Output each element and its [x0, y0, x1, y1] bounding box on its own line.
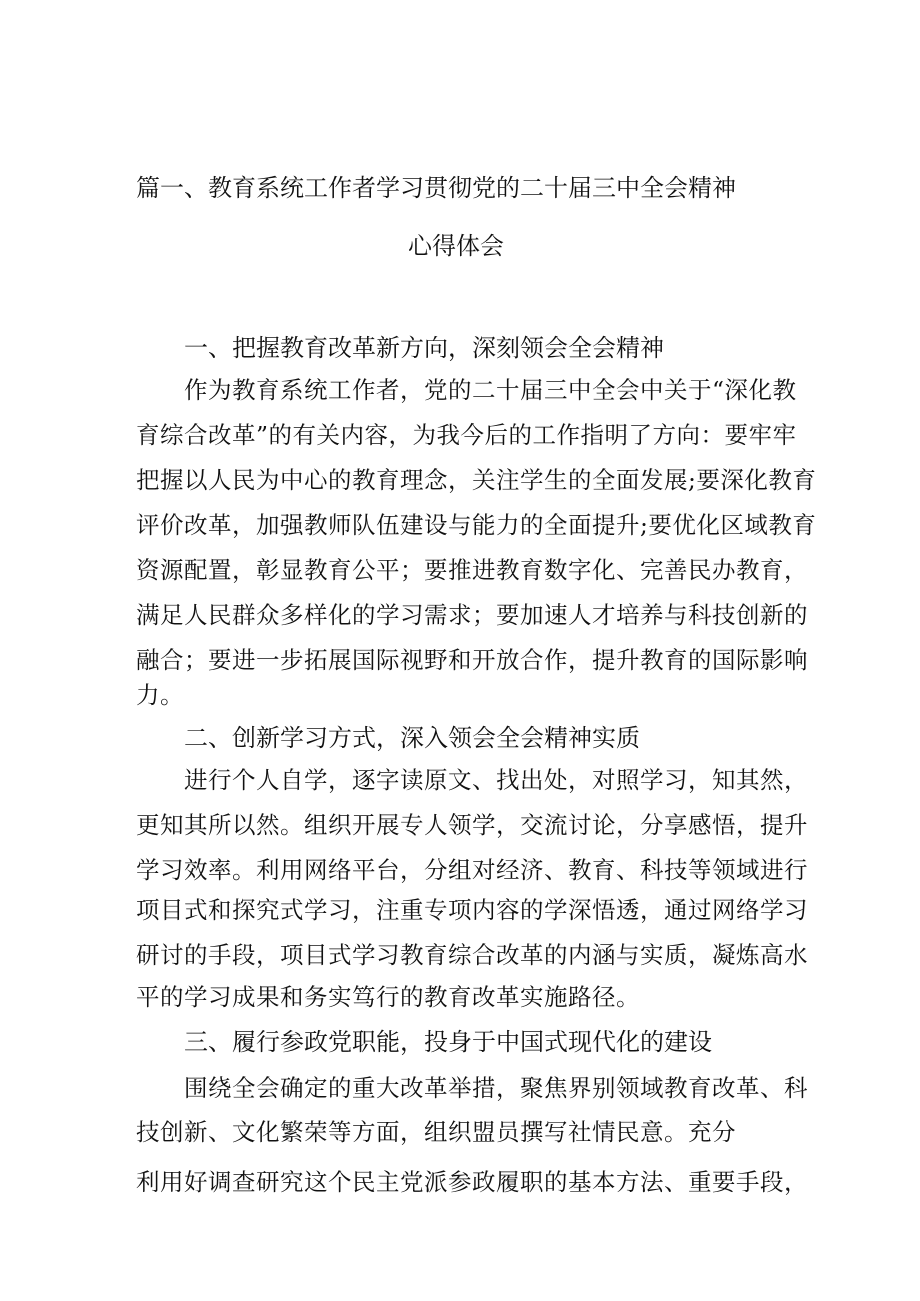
paragraph-line: 力。 — [136, 681, 184, 709]
paragraph-line: 作为教育系统工作者，党的二十届三中全会中关于“深化教 — [184, 376, 797, 404]
paragraph-line: 满足人民群众多样化的学习需求；要加速人才培养与科技创新的 — [136, 601, 808, 629]
paragraph-line: 围绕全会确定的重大改革举措，聚焦界别领域教育改革、科 — [184, 1074, 808, 1102]
paragraph-line: 更知其所以然。组织开展专人领学，交流讨论，分享感悟，提升 — [136, 811, 808, 839]
paragraph-line: 项目式和探究式学习，注重专项内容的学深悟透，通过网络学习 — [136, 896, 808, 924]
paragraph-line: 进行个人自学，逐字读原文、找出处，对照学习，知其然， — [184, 766, 808, 794]
paragraph-line: 融合；要进一步拓展国际视野和开放合作，提升教育的国际影响 — [136, 646, 808, 674]
document-title-line-2-text: 心得体会 — [408, 232, 504, 260]
paragraph-line: 平的学习成果和务实笃行的教育改革实施路径。 — [136, 983, 640, 1011]
section-heading-3: 三、履行参政党职能，投身于中国式现代化的建设 — [184, 1028, 712, 1056]
section-heading-1: 一、把握教育改革新方向，深刻领会全会精神 — [184, 334, 664, 362]
document-title-line-2 — [0, 226, 920, 266]
paragraph-line: 研讨的手段，项目式学习教育综合改革的内涵与实质，凝炼高水 — [136, 941, 808, 969]
paragraph-line: 利用好调查研究这个民主党派参政履职的基本方法、重要手段， — [136, 1168, 808, 1196]
paragraph-line: 把握以人民为中心的教育理念，关注学生的全面发展;要深化教育 — [136, 466, 817, 494]
paragraph-line: 学习效率。利用网络平台，分组对经济、教育、科技等领域进行 — [136, 856, 808, 884]
section-heading-2: 二、创新学习方式，深入领会全会精神实质 — [184, 724, 640, 752]
paragraph-line: 技创新、文化繁荣等方面，组织盟员撰写社情民意。充分 — [136, 1118, 736, 1146]
document-title-line-1: 篇一、教育系统工作者学习贯彻党的二十届三中全会精神 — [136, 174, 736, 202]
paragraph-line: 资源配置，彰显教育公平；要推进教育数字化、完善民办教育， — [136, 556, 808, 584]
paragraph-line: 评价改革，加强教师队伍建设与能力的全面提升;要优化区域教育 — [136, 511, 817, 539]
paragraph-line: 育综合改革”的有关内容，为我今后的工作指明了方向：要牢牢 — [136, 421, 797, 449]
